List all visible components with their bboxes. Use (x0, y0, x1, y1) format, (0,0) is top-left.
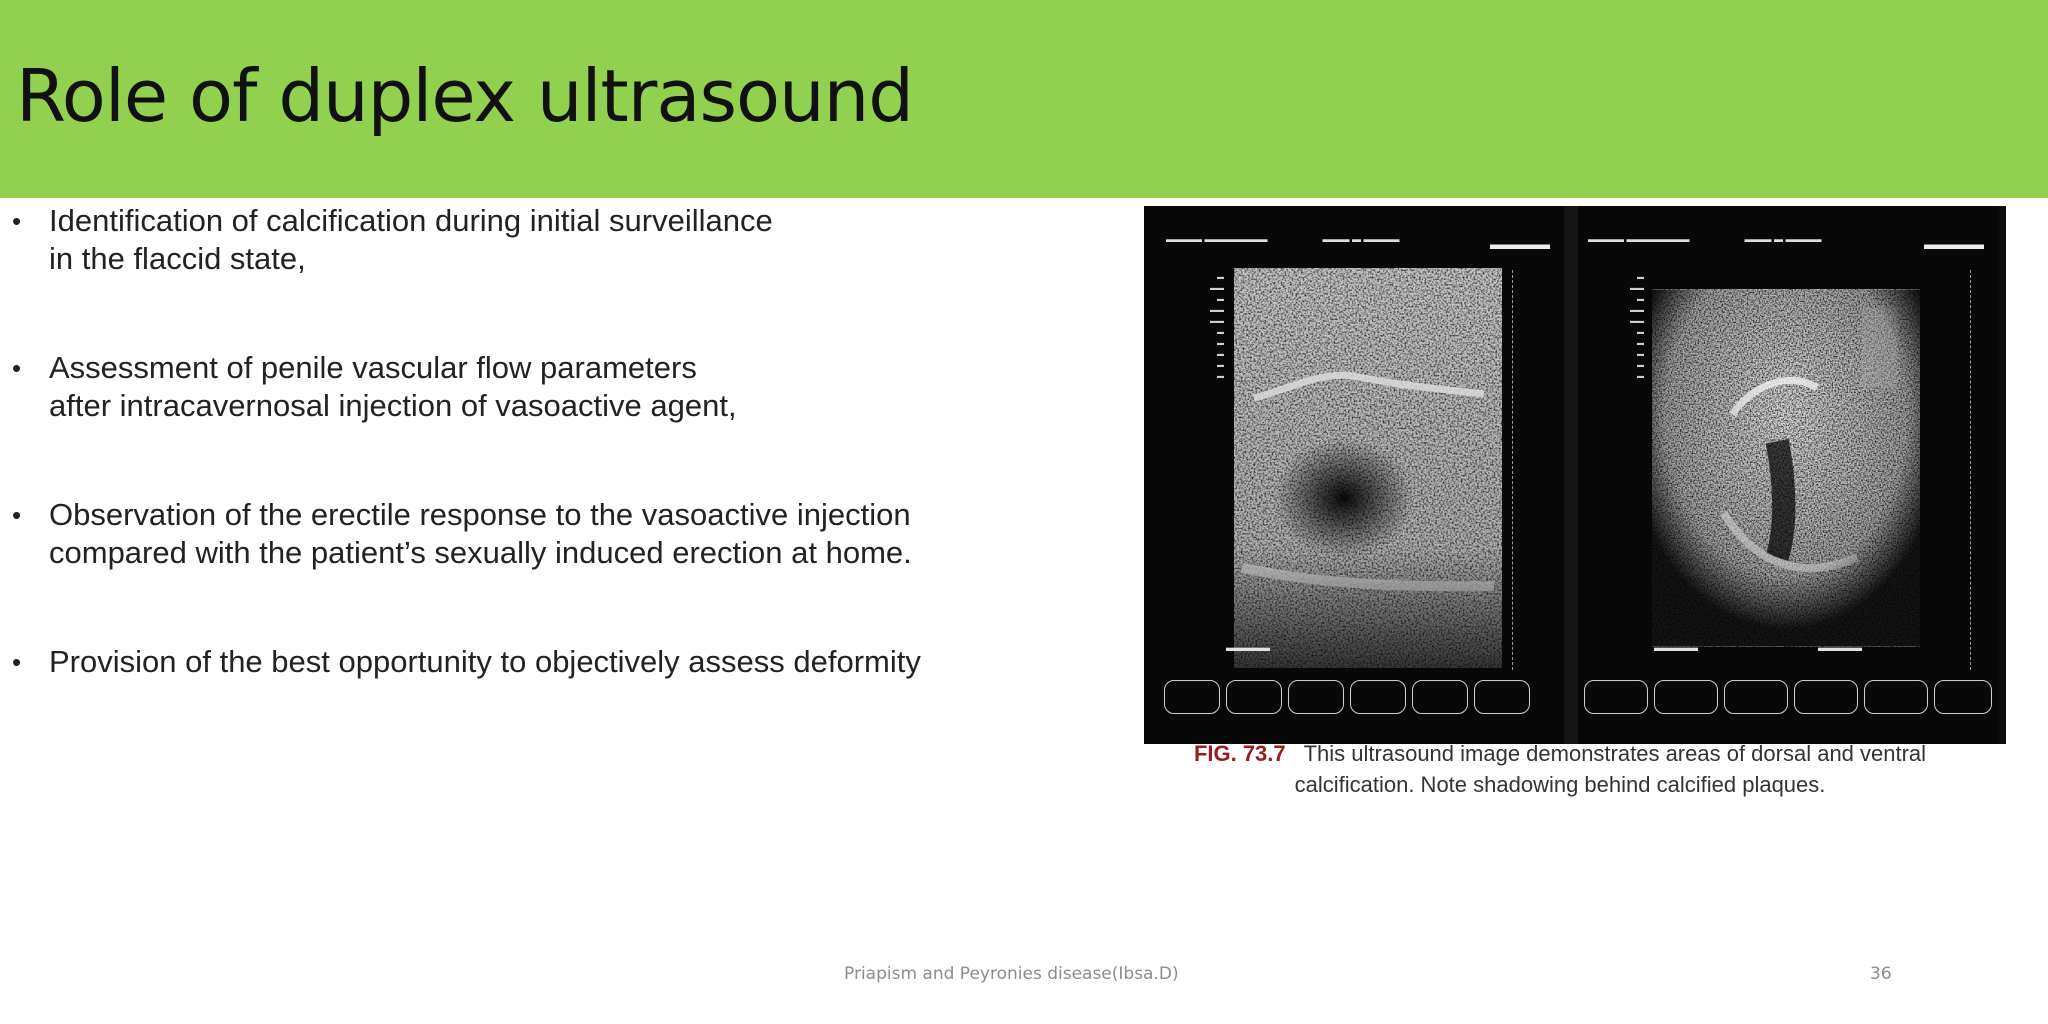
scanner-button (1794, 680, 1858, 714)
ultrasound-scan-image (1234, 268, 1502, 668)
scanner-button (1864, 680, 1928, 714)
figure-caption-text: This ultrasound image demonstrates areas of dorsal and ventral calcification. Note shadowing behind calcified plaques. (1294, 741, 1927, 797)
bullet-line: after intracavernosal injection of vasoactive agent, (49, 388, 737, 423)
scanner-button (1164, 680, 1220, 714)
measurement-readout: ▬▬▬▬ (1654, 642, 1698, 654)
ultrasound-panel-right (1578, 206, 1998, 744)
bullet-line: Provision of the best opportunity to objectively assess deformity (49, 644, 921, 679)
figure-label: FIG. 73.7 (1193, 741, 1286, 766)
bullet-line: compared with the patient’s sexually induced erection at home. (49, 535, 912, 570)
scanner-button (1724, 680, 1788, 714)
bullet-marker: • (12, 500, 22, 530)
scanner-button (1934, 680, 1992, 714)
scanner-button (1350, 680, 1406, 714)
bullet-marker: • (12, 353, 22, 383)
scanner-button (1412, 680, 1468, 714)
scanner-button (1474, 680, 1530, 714)
scanner-button-row (1144, 680, 1564, 718)
scanner-brand-mark: ▬▬▬▬ (1924, 236, 1984, 253)
figure-caption (1160, 738, 1960, 800)
bullet-line: Observation of the erectile response to the vasoactive injection (49, 497, 911, 532)
scanner-parameters: ▬ ▬▬ ▬ ▬▬ ▬▬ ▬ ▬ ▬ ▬ ▬ (1210, 274, 1224, 380)
footer-text: Priapism and Peyronies disease(Ibsa.D) (844, 964, 1179, 984)
scanner-brand-mark: ▬▬▬▬ (1490, 236, 1550, 253)
ultrasound-figure (1144, 206, 2006, 744)
scanner-header-text: ▬▬▬▬ ▬▬▬▬▬▬▬ ▬▬▬ ▬ ▬▬▬▬ (1588, 234, 1822, 244)
panel-divider (1564, 206, 1578, 744)
measurement-readout: ▬▬▬▬ (1226, 642, 1270, 654)
ultrasound-panel-left (1144, 206, 1564, 744)
measurement-readout: ▬▬▬▬ (1818, 642, 1862, 654)
bullet-marker: • (12, 647, 22, 677)
bullet-line: Assessment of penile vascular flow parameters (49, 350, 697, 385)
scanner-button (1654, 680, 1718, 714)
depth-scale (1970, 270, 1977, 670)
page-number: 36 (1870, 964, 1892, 984)
bullet-line: Identification of calcification during initial surveillance (49, 203, 773, 238)
scanner-button (1288, 680, 1344, 714)
depth-scale (1512, 270, 1519, 670)
scanner-button-row (1578, 680, 1998, 718)
bullet-line: in the flaccid state, (49, 241, 306, 276)
scanner-parameters: ▬ ▬▬ ▬ ▬▬ ▬▬ ▬ ▬ ▬ ▬ ▬ (1630, 274, 1644, 380)
scanner-button (1584, 680, 1648, 714)
scanner-button (1226, 680, 1282, 714)
slide-title: Role of duplex ultrasound (16, 54, 914, 138)
scanner-header-text: ▬▬▬▬ ▬▬▬▬▬▬▬ ▬▬▬ ▬ ▬▬▬▬ (1166, 234, 1400, 244)
bullet-marker: • (12, 206, 22, 236)
ultrasound-scan-image (1652, 268, 1920, 668)
